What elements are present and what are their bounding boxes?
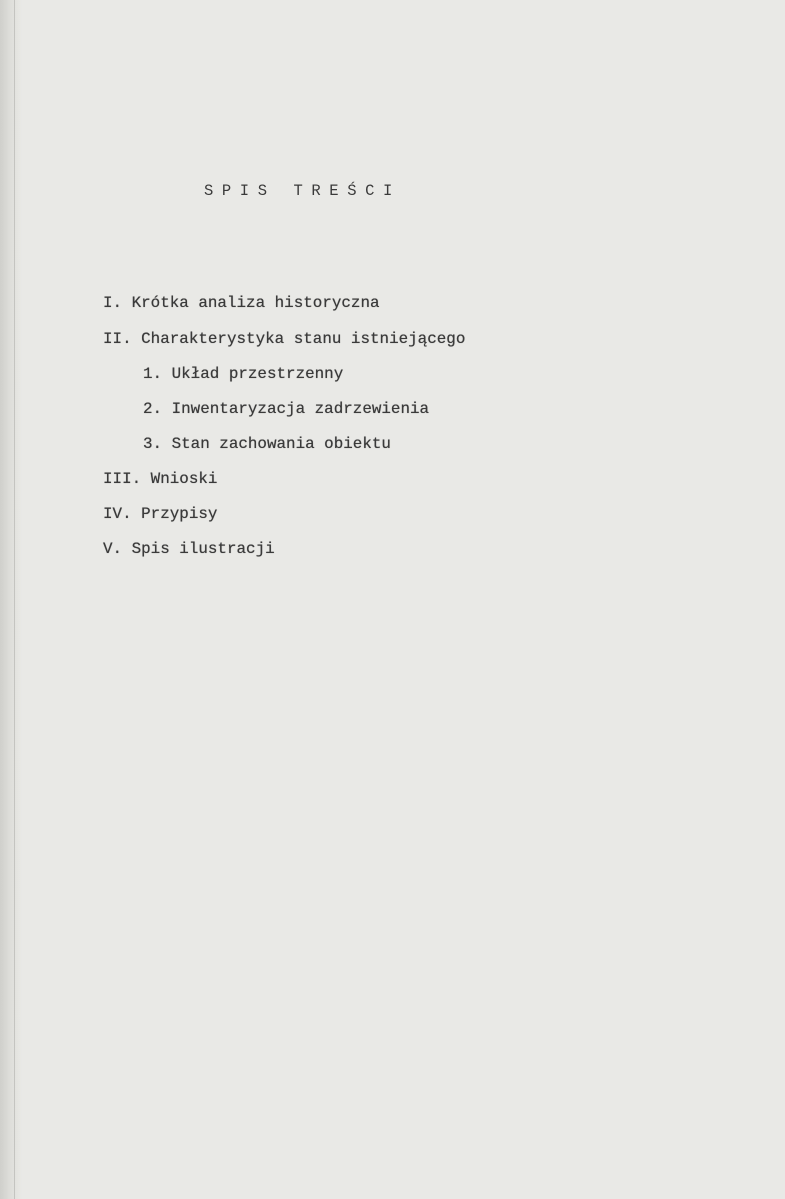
toc-subitem: 1. Układ przestrzenny xyxy=(143,365,344,383)
toc-subitem: 2. Inwentaryzacja zadrzewienia xyxy=(143,400,430,418)
toc-item: II. Charakterystyka stanu istniejącego xyxy=(103,330,466,348)
page-fold-line xyxy=(14,0,15,1199)
page-title: SPIS TREŚCI xyxy=(204,182,401,200)
toc-item: I. Krótka analiza historyczna xyxy=(103,294,380,312)
toc-item: III. Wnioski xyxy=(103,470,218,488)
toc-subitem: 3. Stan zachowania obiektu xyxy=(143,435,391,453)
toc-item: IV. Przypisy xyxy=(103,505,218,523)
toc-item: V. Spis ilustracji xyxy=(103,540,275,558)
page-binding-edge xyxy=(0,0,22,1199)
